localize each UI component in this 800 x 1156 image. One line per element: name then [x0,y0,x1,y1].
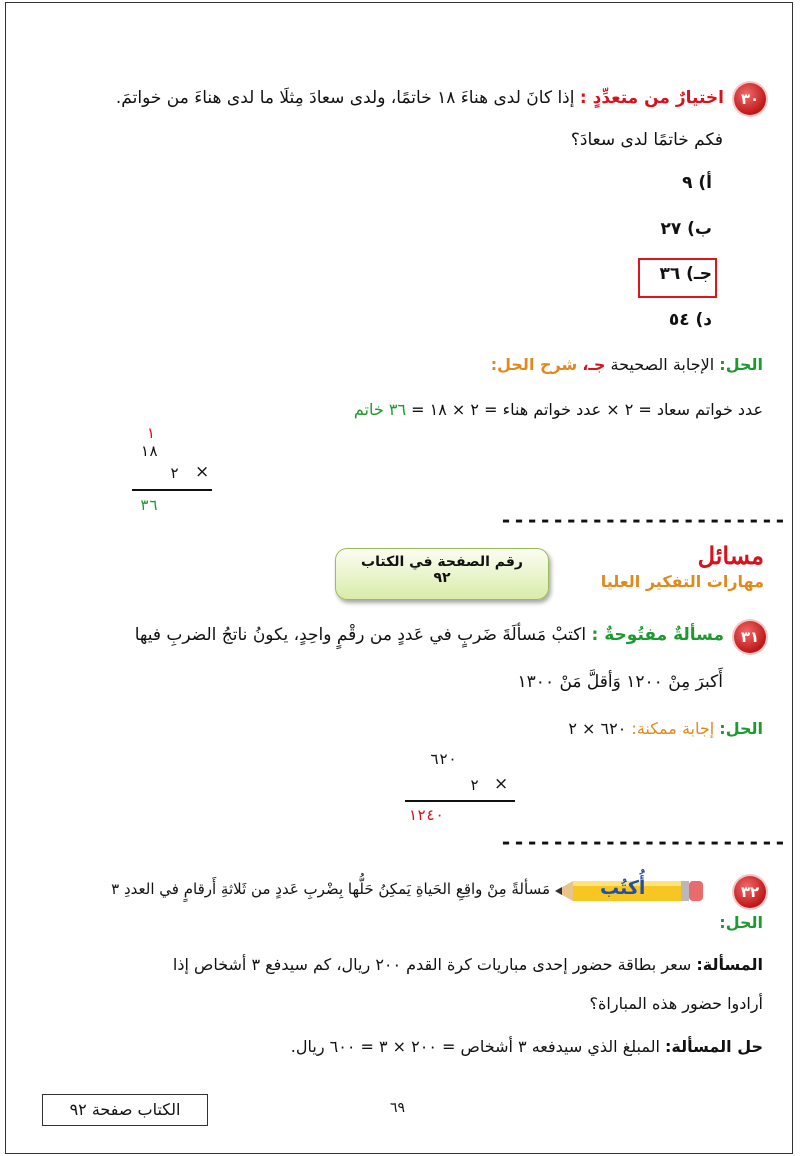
solution-answer: جـ، [582,355,606,374]
question-number-badge: ٣٢ [734,876,766,908]
problem-answer: حل المسألة: المبلغ الذي سيدفعه ٣ أشخاص = ٢٠٠ × ٣ = ٦٠٠ ريال. [290,1037,763,1056]
possible-answer: ٦٢٠ × ٢ [568,719,627,738]
separator: ---------------------- [500,830,787,854]
question-30-title: اختيارٌ من متعدِّدٍ : [579,88,724,108]
option-b: ب) ٢٧ [660,219,712,239]
question-31-line2: أَكبرَ مِنْ ١٢٠٠ وَأقلَّ مَنْ ١٣٠٠ [517,672,723,692]
solution-label: الحل: [719,355,763,374]
option-d: د) ٥٤ [668,310,712,330]
calc-multiplier: ٢ [470,776,480,794]
write-badge-label: أُكتُب [600,877,646,899]
calc-top: ١٨ [140,442,159,460]
calc-carry: ١ [146,424,156,442]
question-30-text: إذا كانَ لدى هناءَ ١٨ خاتمًا، ولدى سعادَ مِثلَا ما لدى هناءَ من خواتمَ. [115,88,575,108]
option-a: أ) ٩ [682,173,712,193]
question-32-text: مَسألةً مِنْ واقِعِ الحَياةِ يَمكِنُ حَلُّها بِضْربِ عَددٍ من ثَلاثةِ أَرقامٍ في العددِ ٣ [111,880,550,898]
option-c: جـ) ٣٦ [659,264,712,284]
question-number-badge: ٣١ [734,621,766,653]
book-page-reference: الكتاب صفحة ٩٢ [42,1094,208,1126]
question-30-explanation: عدد خواتم سعاد = ٢ × عدد خواتم هناء = ٢ × ١٨ = ٣٦ خاتم [353,400,763,419]
solution-label: الحل: [719,913,763,932]
question-number-badge: ٣٠ [734,83,766,115]
separator: ---------------------- [500,508,787,532]
explain-result: ٣٦ خاتم [353,400,407,419]
question-30-solution [491,355,763,374]
problem-line2: أرادوا حضور هذه المباراة؟ [589,994,763,1013]
page-number: ٦٩ [390,1100,406,1116]
question-31-title: مسألةٌ مفتُوحةٌ : [591,625,724,645]
problem-line1: المسألة: سعر بطاقة حضور إحدى مباريات كرة القدم ٢٠٠ ريال، كم سيدفع ٣ أشخاص إذا [172,955,763,974]
section-subtitle: مهارات التفكير العليا [600,572,764,591]
book-page-callout: رقم الصفحة في الكتاب ٩٢ [335,548,549,600]
calc-result: ٣٦ [140,496,159,514]
solution-label: الحل: [719,719,763,738]
question-31-solution [568,719,763,738]
calc-sign: × [494,774,509,794]
question-30-line1 [116,88,724,108]
solution-text: الإجابة الصحيحة [610,355,715,374]
calc-multiplier: ٢ [170,464,180,482]
possible-answer-label: إجابة ممكنة: [631,719,715,738]
calc-top: ٦٢٠ [430,750,458,768]
calc-rule [405,800,515,802]
explain-label: شرح الحل: [490,355,578,374]
question-31-line1: مسألةٌ مفتُوحةٌ : اكتبْ مَسألَةَ ضَربٍ في عَددٍ من رقْمٍ واحِدٍ، يكونُ ناتجُ الضربِ فيها [134,625,724,645]
section-title: مسائل [697,541,764,570]
calc-rule [132,489,212,491]
calc-sign: × [195,462,210,482]
calc-result: ١٢٤٠ [408,806,445,824]
question-30-line2: فكم خاتمًا لدى سعادَ؟ [570,130,723,150]
